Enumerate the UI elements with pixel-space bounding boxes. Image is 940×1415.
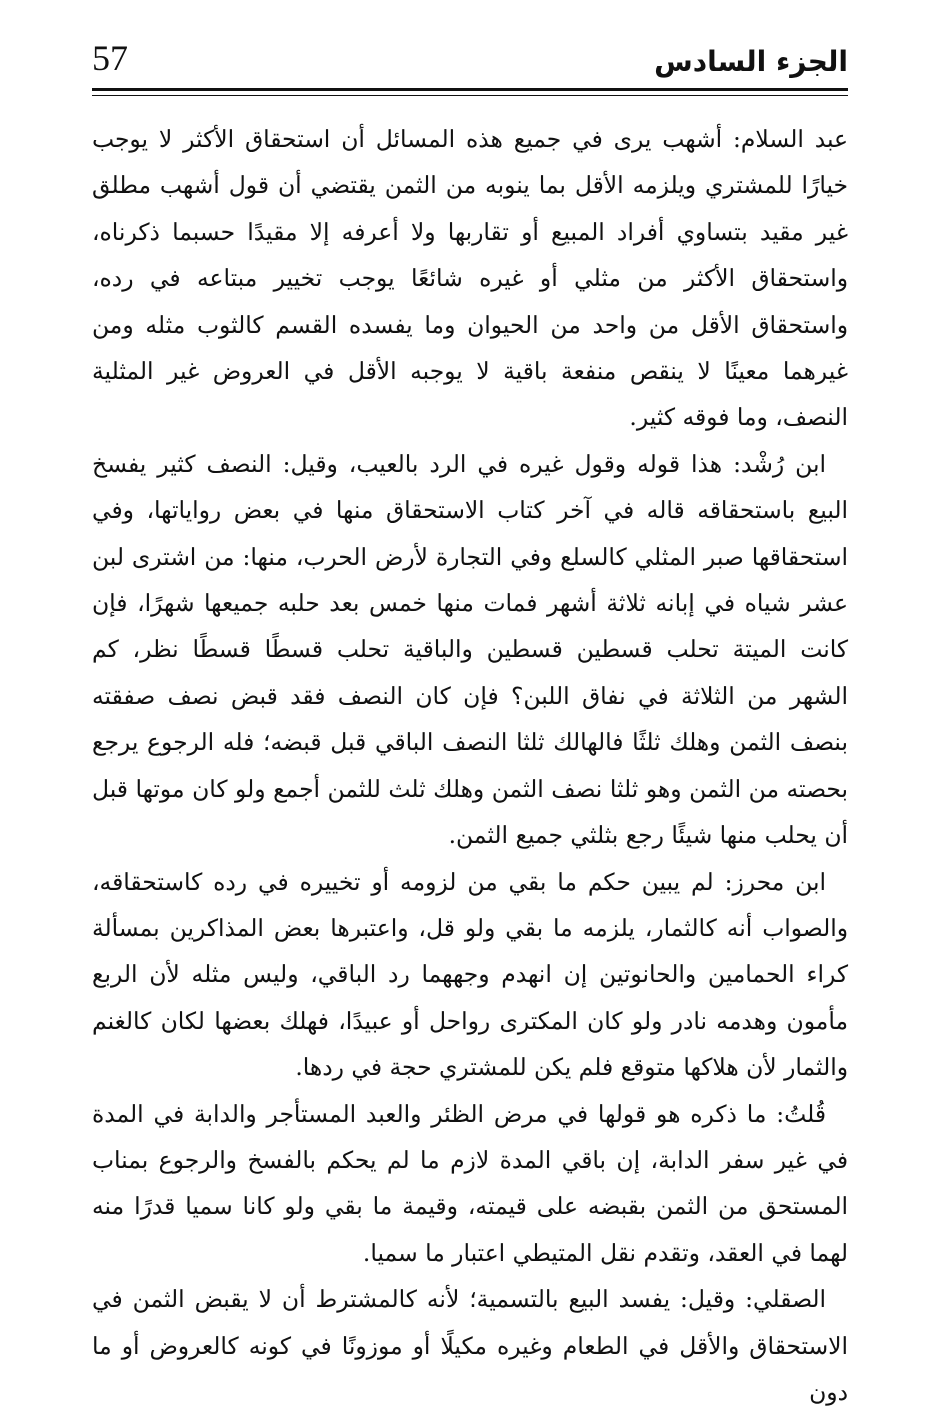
header-rule-thick [92,88,848,91]
paragraph-4: قُلتُ: ما ذكره هو قولها في مرض الظئر والعبد المستأجر والدابة في المدة في غير سفر الدابة، إن باقي المدة لازم ما لم يحكم بالفسخ والرجوع بمناب المستحق من الثمن بقبضه على قيمته، وقيمة ما بقي ولو كانا سميا قدرًا منه لهما في العقد، وتقدم نقل المتيطي اعتبار ما سميا. [92,1099,848,1267]
paragraph-3: ابن محرز: لم يبين حكم ما بقي من لزومه أو تخييره في رده كاستحقاقه، والصواب أنه كالثمار، يلزمه ما بقي ولو قل، واعتبرها بعض المذاكرين بمسألة كراء الحمامين والحانوتين إن انهدم وجههما رد الباقي، وليس مثله لأن الربع مأمون وهدمه نادر ولو كان المكترى رواحل أو عبيدًا، فهلك بعضها لكان كالغنم والثمار لأن هلاكها متوقع فلم يكن للمشتري حجة في ردها. [92,867,848,1082]
page-header [92,34,848,94]
page-body [92,116,848,1406]
running-title: الجزء السادس [654,45,848,78]
paragraph-2: ابن رُشْد: هذا قوله وقول غيره في الرد بالعيب، وقيل: النصف كثير يفسخ البيع باستحقاقه قاله في آخر كتاب الاستحقاق منها في بعض رواياتها، وفي استحقاقها صبر المثلي كالسلع وفي التجارة لأرض الحرب، منها: من اشترى لبن عشر شياه في إبانه ثلاثة أشهر فمات منها خمس بعد حلبه جميعها شهرًا، فإن كانت الميتة تحلب قسطين قسطين والباقية تحلب قسطًا قسطًا نظر، كم الشهر من الثلاثة في نفاق اللبن؟ فإن كان النصف فقد قبض نصف صفقته بنصف الثمن وهلك ثلثًا فالهالك ثلثا النصف الباقي قبل قبضه؛ فله الرجوع يرجع بحصته من الثمن وهو ثلثا نصف الثمن وهلك ثلث للثمن أجمع ولو كان موتها قبل أن يحلب منها شيئًا رجع بثلثي جميع الثمن. [92,449,848,850]
paragraph-5: الصقلي: وقيل: يفسد البيع بالتسمية؛ لأنه كالمشترط أن لا يقبض الثمن في الاستحقاق والأقل في الطعام وغيره مكيلًا أو موزونًا في كونه كالعروض أو ما دون [92,1285,848,1406]
page-number: 57 [92,38,128,78]
header-rule-thin [92,95,848,96]
paragraph-1: عبد السلام: أشهب يرى في جميع هذه المسائل أن استحقاق الأكثر لا يوجب خيارًا للمشتري ويلزمه الأقل بما ينوبه من الثمن يقتضي أن قول أشهب مطلق غير مقيد بتساوي أفراد المبيع أو تقاربها ولا أعرفه إلا مقيدًا حسبما ذكرناه، واستحقاق الأكثر من مثلي أو غيره شائعًا يوجب تخيير مبتاعه في رده، واستحقاق الأقل من واحد من الحيوان وما يفسده القسم كالثوب مثله ومن غيرهما معينًا لا ينقص منفعة باقية لا يوجبه الأقل في العروض غير المثلية النصف، وما فوقه كثير. [92,125,848,432]
